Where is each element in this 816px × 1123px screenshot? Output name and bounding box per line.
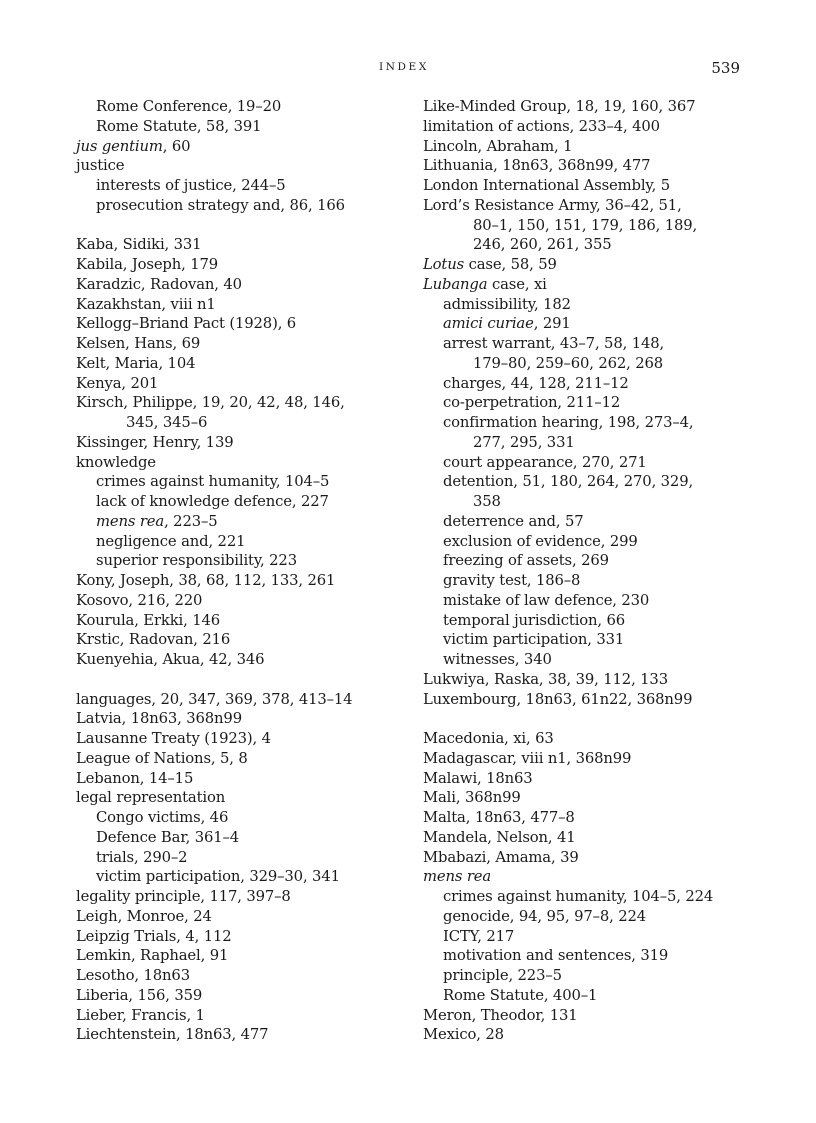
index-heading-line (76, 769, 406, 789)
index-subentry-line (76, 808, 406, 828)
entry-text: Kaba, Sidiki, 331 (76, 236, 202, 254)
entry-text: Kellogg–Briand Pact (1928), 6 (76, 315, 297, 333)
italic-term: mens rea (423, 868, 492, 886)
index-heading-line (76, 235, 406, 255)
index-heading-line (423, 690, 753, 710)
entry-text: detention, 51, 180, 264, 270, 329, (443, 473, 694, 491)
entry-text: crimes against humanity, 104–5 (96, 473, 330, 491)
index-subentry-line (76, 512, 406, 532)
entry-text: Lieber, Francis, 1 (76, 1006, 205, 1024)
entry-text: interests of justice, 244–5 (96, 177, 286, 194)
entry-text: 179–80, 259–60, 262, 268 (473, 354, 664, 372)
entry-text: Congo victims, 46 (96, 809, 229, 826)
index-subentry-line (423, 907, 753, 927)
entry-text: Liechtenstein, 18n63, 477 (76, 1026, 269, 1044)
entry-text: Macedonia, xi, 63 (423, 730, 554, 747)
entry-text: Kosovo, 216, 220 (76, 591, 203, 609)
entry-text: confirmation hearing, 198, 273–4, (443, 414, 694, 431)
index-heading-line (76, 275, 406, 295)
index-subentry-line (423, 946, 753, 966)
entry-text: lack of knowledge defence, 227 (96, 493, 329, 510)
entry-text: victim participation, 329–30, 341 (96, 868, 340, 886)
entry-text: , 60 (162, 137, 191, 155)
index-heading-line (76, 690, 406, 710)
index-heading-line (76, 255, 406, 275)
index-column-left (76, 97, 406, 1045)
entry-text: Like-Minded Group, 18, 19, 160, 367 (423, 98, 696, 115)
index-subentry-line (76, 492, 406, 512)
entry-text: Rome Statute, 400–1 (443, 986, 598, 1004)
index-subentry-line (423, 591, 753, 611)
index-heading-line (76, 156, 406, 176)
entry-text: legal representation (76, 789, 226, 807)
entry-text: Kony, Joseph, 38, 68, 112, 133, 261 (76, 572, 336, 589)
entry-text: exclusion of evidence, 299 (443, 532, 638, 550)
entry-text: Leipzig Trials, 4, 112 (76, 927, 232, 945)
index-subentry-line (423, 472, 753, 492)
index-heading-line (76, 907, 406, 927)
entry-text: Luxembourg, 18n63, 61n22, 368n99 (423, 690, 693, 708)
index-heading-line (423, 769, 753, 789)
entry-text: Liberia, 156, 359 (76, 986, 203, 1004)
entry-text: Lesotho, 18n63 (76, 967, 190, 984)
entry-text: crimes against humanity, 104–5, 224 (443, 888, 714, 905)
italic-term: Lotus (423, 256, 465, 273)
index-heading-line (76, 393, 406, 413)
index-heading-line (76, 788, 406, 808)
index-heading-line (423, 828, 753, 848)
index-subentry-line (423, 433, 753, 453)
entry-text: Lausanne Treaty (1923), 4 (76, 730, 271, 747)
index-heading-line (76, 354, 406, 374)
index-subentry-line (423, 354, 753, 374)
entry-text: deterrence and, 57 (443, 512, 584, 530)
entry-text: trials, 290–2 (96, 848, 188, 866)
index-heading-line (76, 571, 406, 591)
entry-text: Meron, Theodor, 131 (423, 1006, 578, 1024)
entry-text: charges, 44, 128, 211–12 (443, 374, 629, 392)
entry-text: 358 (473, 493, 501, 510)
index-subentry-line (423, 927, 753, 947)
index-subentry-line (76, 551, 406, 571)
index-subentry-line (423, 453, 753, 473)
index-subentry-line (423, 413, 753, 433)
entry-text: victim participation, 331 (443, 631, 625, 649)
entry-text: Mexico, 28 (423, 1026, 504, 1044)
index-heading-line (76, 966, 406, 986)
index-heading-line (423, 749, 753, 769)
entry-text: Lebanon, 14–15 (76, 769, 194, 787)
entry-text: temporal jurisdiction, 66 (443, 611, 626, 629)
entry-text: 277, 295, 331 (473, 433, 575, 451)
index-heading-line (423, 255, 753, 275)
entry-text: League of Nations, 5, 8 (76, 749, 248, 767)
entry-text: Kirsch, Philippe, 19, 20, 42, 48, 146, (76, 394, 345, 412)
index-heading-line (423, 216, 753, 236)
index-subentry-line (423, 314, 753, 334)
entry-text: Lemkin, Raphael, 91 (76, 947, 229, 965)
entry-text: languages, 20, 347, 369, 378, 413–14 (76, 690, 353, 708)
entry-text: ICTY, 217 (443, 927, 515, 945)
index-subentry-line (76, 196, 406, 216)
index-subentry-line (423, 630, 753, 650)
index-subentry-line (423, 532, 753, 552)
index-subentry-line (423, 650, 753, 670)
index-heading-line (76, 591, 406, 611)
index-subentry-line (423, 986, 753, 1006)
entry-text: Malawi, 18n63 (423, 769, 533, 787)
index-subentry-line (76, 532, 406, 552)
entry-text: Madagascar, viii n1, 368n99 (423, 749, 632, 767)
index-heading-line (76, 709, 406, 729)
index-heading-line (423, 235, 753, 255)
index-heading-line (76, 453, 406, 473)
index-subentry-line (76, 848, 406, 868)
index-heading-line (76, 630, 406, 650)
index-subentry-line (76, 117, 406, 137)
index-subentry-line (76, 472, 406, 492)
entry-text: gravity test, 186–8 (443, 572, 581, 589)
entry-text: Lukwiya, Raska, 38, 39, 112, 133 (423, 670, 668, 688)
entry-text: legality principle, 117, 397–8 (76, 888, 291, 905)
index-heading-line (76, 334, 406, 354)
entry-text: genocide, 94, 95, 97–8, 224 (443, 907, 647, 925)
index-heading-line (423, 1025, 753, 1045)
index-heading-line (76, 1025, 406, 1045)
entry-text: admissibility, 182 (443, 295, 571, 313)
index-heading-line (423, 867, 753, 887)
entry-text: mistake of law defence, 230 (443, 591, 650, 609)
entry-text: motivation and sentences, 319 (443, 947, 669, 965)
entry-text: Rome Statute, 58, 391 (96, 117, 262, 135)
index-heading-line (423, 117, 753, 137)
entry-text: Mandela, Nelson, 41 (423, 828, 576, 846)
entry-text: Mali, 368n99 (423, 789, 521, 807)
index-subentry-line (423, 374, 753, 394)
entry-text: 80–1, 150, 151, 179, 186, 189, (473, 216, 698, 234)
index-heading-line (423, 156, 753, 176)
index-subentry-line (423, 492, 753, 512)
entry-text: Kelt, Maria, 104 (76, 354, 196, 372)
entry-text: Rome Conference, 19–20 (96, 98, 282, 115)
entry-text: 246, 260, 261, 355 (473, 236, 612, 254)
index-heading-line (423, 1006, 753, 1026)
index-heading-line (423, 729, 753, 749)
entry-text: 345, 345–6 (126, 414, 208, 431)
index-subentry-line (423, 393, 753, 413)
entry-text: justice (76, 157, 125, 175)
entry-text: principle, 223–5 (443, 967, 562, 984)
index-heading-line (423, 788, 753, 808)
entry-text: knowledge (76, 453, 156, 471)
index-heading-line (423, 848, 753, 868)
letter-group-gap (423, 709, 753, 729)
entry-text: superior responsibility, 223 (96, 552, 297, 570)
entry-text: , 223–5 (164, 512, 218, 530)
entry-text: Krstic, Radovan, 216 (76, 631, 231, 649)
entry-text: Lincoln, Abraham, 1 (423, 137, 573, 155)
italic-term: Lubanga (423, 275, 488, 293)
index-heading-line (423, 275, 753, 295)
index-subentry-line (423, 512, 753, 532)
italic-term: amici curiae (443, 315, 534, 333)
entry-text: prosecution strategy and, 86, 166 (96, 196, 345, 214)
italic-term: jus gentium (76, 137, 163, 155)
index-heading-line (76, 729, 406, 749)
index-heading-line (76, 314, 406, 334)
index-heading-line (423, 137, 753, 157)
index-heading-line (76, 986, 406, 1006)
entry-text: Kazakhstan, viii n1 (76, 295, 216, 313)
index-heading-line (76, 1006, 406, 1026)
letter-group-gap (76, 670, 406, 690)
entry-text: Kissinger, Henry, 139 (76, 433, 234, 451)
entry-text: court appearance, 270, 271 (443, 453, 647, 471)
entry-text: limitation of actions, 233–4, 400 (423, 117, 660, 135)
index-heading-line (76, 374, 406, 394)
entry-text: Kenya, 201 (76, 374, 159, 392)
index-subentry-line (423, 611, 753, 631)
index-heading-line (423, 808, 753, 828)
entry-text: London International Assembly, 5 (423, 177, 671, 194)
index-column-right (423, 97, 753, 1045)
index-heading-line (76, 137, 406, 157)
entry-text: case, xi (487, 275, 547, 293)
index-subentry-line (76, 176, 406, 196)
index-heading-line (76, 413, 406, 433)
entry-text: Mbabazi, Amama, 39 (423, 848, 579, 866)
index-subentry-line (423, 887, 753, 907)
letter-group-gap (76, 216, 406, 236)
index-subentry-line (423, 966, 753, 986)
index-heading-line (76, 749, 406, 769)
index-heading-line (76, 650, 406, 670)
index-subentry-line (76, 97, 406, 117)
italic-term: mens rea (96, 512, 165, 530)
entry-text: case, 58, 59 (464, 256, 557, 273)
index-heading-line (423, 97, 753, 117)
entry-text: Latvia, 18n63, 368n99 (76, 710, 242, 728)
entry-text: Kelsen, Hans, 69 (76, 335, 201, 352)
entry-text: Kabila, Joseph, 179 (76, 256, 219, 273)
index-heading-line (423, 176, 753, 196)
entry-text: Karadzic, Radovan, 40 (76, 275, 242, 293)
page-number: 539 (711, 59, 740, 77)
index-subentry-line (76, 867, 406, 887)
index-subentry-line (76, 828, 406, 848)
entry-text: , 291 (533, 315, 571, 333)
index-subentry-line (423, 571, 753, 591)
entry-text: negligence and, 221 (96, 532, 246, 550)
index-heading-line (76, 611, 406, 631)
entry-text: Malta, 18n63, 477–8 (423, 809, 575, 826)
running-head (0, 59, 816, 79)
index-heading-line (423, 196, 753, 216)
entry-text: Lord’s Resistance Army, 36–42, 51, (423, 196, 682, 214)
index-heading-line (76, 295, 406, 315)
entry-text: Lithuania, 18n63, 368n99, 477 (423, 157, 651, 175)
index-heading-line (76, 927, 406, 947)
entry-text: Kuenyehia, Akua, 42, 346 (76, 651, 265, 668)
index-subentry-line (423, 334, 753, 354)
index-subentry-line (423, 295, 753, 315)
running-title: INDEX (379, 61, 429, 73)
entry-text: Kourula, Erkki, 146 (76, 611, 220, 629)
index-heading-line (76, 887, 406, 907)
entry-text: Defence Bar, 361–4 (96, 828, 240, 846)
index-heading-line (423, 670, 753, 690)
entry-text: arrest warrant, 43–7, 58, 148, (443, 335, 665, 352)
index-heading-line (76, 946, 406, 966)
index-subentry-line (423, 551, 753, 571)
index-heading-line (76, 433, 406, 453)
entry-text: Leigh, Monroe, 24 (76, 907, 212, 925)
entry-text: witnesses, 340 (443, 651, 552, 668)
entry-text: co-perpetration, 211–12 (443, 394, 621, 412)
entry-text: freezing of assets, 269 (443, 552, 609, 570)
